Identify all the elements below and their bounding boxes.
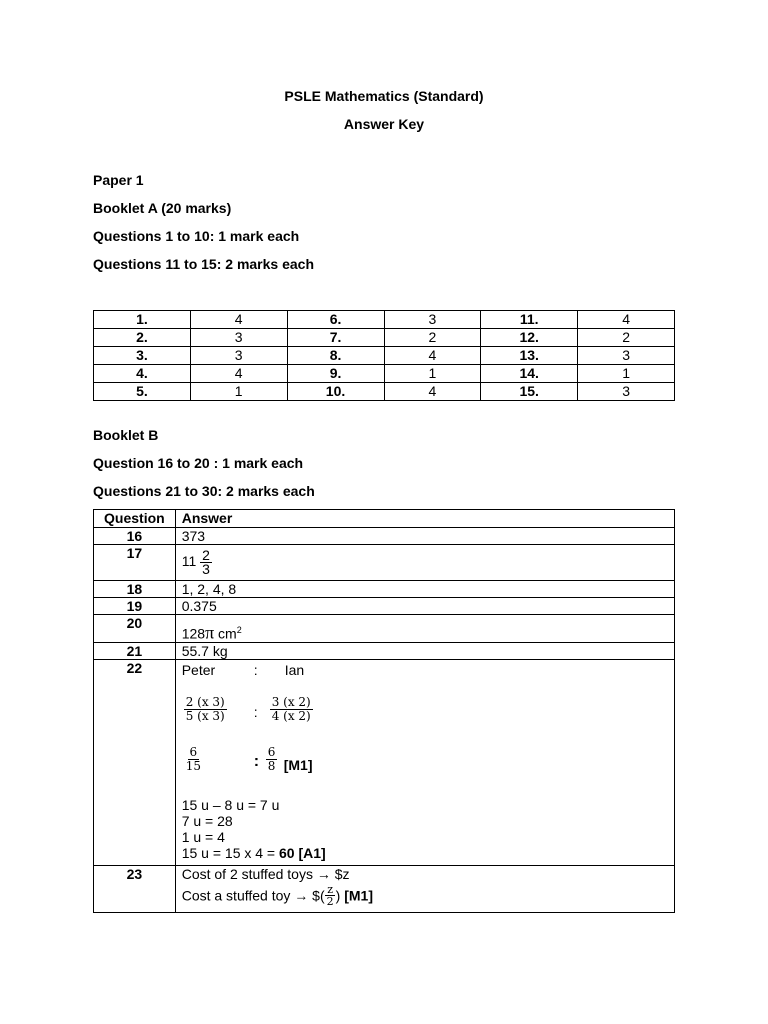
fraction-numerator: 2 bbox=[202, 547, 210, 563]
fraction-numerator: 2 (x 3) bbox=[185, 695, 225, 709]
question-number: 4. bbox=[94, 365, 191, 383]
paper1-heading: Paper 1 bbox=[93, 172, 144, 188]
answer-value: 2 bbox=[578, 329, 675, 347]
fraction-numerator: 6 bbox=[189, 745, 198, 759]
fraction-peter-converted bbox=[184, 696, 227, 723]
question-number: 16 bbox=[94, 528, 176, 545]
question-number: 1. bbox=[94, 311, 191, 329]
table-row bbox=[94, 311, 675, 329]
booklet-b-heading: Booklet B bbox=[93, 427, 159, 443]
answer-cell: 373 bbox=[175, 528, 674, 545]
working-line: 7 u = 28 bbox=[181, 813, 233, 829]
fraction-numerator: 3 (x 2) bbox=[271, 695, 311, 709]
answer-value: 2 bbox=[384, 329, 481, 347]
fraction bbox=[200, 549, 212, 576]
arrow-icon: → bbox=[294, 887, 309, 904]
answer-value: 3 bbox=[384, 311, 481, 329]
working-text: $( bbox=[308, 887, 325, 904]
fraction-peter-equivalent bbox=[184, 746, 203, 773]
answer-value: 4 bbox=[578, 311, 675, 329]
question-number: 15. bbox=[481, 383, 578, 401]
question-number: 2. bbox=[94, 329, 191, 347]
fraction-denominator: 5 (x 3) bbox=[185, 709, 225, 723]
table-row bbox=[94, 545, 675, 581]
question-number: 3. bbox=[94, 347, 191, 365]
question-number: 22 bbox=[94, 660, 176, 866]
working-line bbox=[182, 866, 350, 882]
ratio-colon: : bbox=[253, 662, 258, 678]
answer-coefficient: 128 bbox=[181, 625, 206, 642]
fraction-denominator: 2 bbox=[326, 895, 334, 908]
fraction-numerator: z bbox=[327, 883, 334, 896]
question-number: 11. bbox=[481, 311, 578, 329]
table-row bbox=[94, 581, 675, 598]
answer-value: 4 bbox=[190, 365, 287, 383]
question-number: 6. bbox=[287, 311, 384, 329]
question-number: 20 bbox=[94, 615, 176, 643]
fraction bbox=[325, 884, 336, 907]
table-row bbox=[94, 365, 675, 383]
table-row bbox=[94, 615, 675, 643]
ratio-label-peter: Peter bbox=[181, 662, 216, 678]
answer-unit: cm bbox=[214, 625, 237, 642]
fraction-denominator: 15 bbox=[185, 759, 201, 773]
answer-value: 3 bbox=[578, 347, 675, 365]
question-number: 21 bbox=[94, 643, 176, 660]
pi-symbol: π bbox=[205, 622, 215, 643]
answer-value: 3 bbox=[190, 329, 287, 347]
working-text: 15 u = 15 x 4 = bbox=[181, 845, 279, 861]
answer-cell bbox=[175, 545, 674, 581]
answer-cell: 1, 2, 4, 8 bbox=[175, 581, 674, 598]
page-title: PSLE Mathematics (Standard) bbox=[284, 88, 484, 104]
question-number: 12. bbox=[481, 329, 578, 347]
working-text: Cost a stuffed toy bbox=[181, 887, 295, 904]
table-row bbox=[94, 347, 675, 365]
answer-column-header: Answer bbox=[175, 510, 674, 528]
fraction-numerator: 6 bbox=[267, 745, 276, 759]
working-text: $z bbox=[330, 866, 350, 882]
table-header-row bbox=[94, 510, 675, 528]
answer-value: 4 bbox=[384, 383, 481, 401]
table-row bbox=[94, 866, 675, 913]
mixed-number-whole: 11 bbox=[181, 553, 197, 570]
working-line: 15 u – 8 u = 7 u bbox=[181, 797, 280, 813]
ratio-label-ian: Ian bbox=[284, 662, 305, 678]
final-answer-mark: 60 [A1] bbox=[279, 845, 326, 861]
answer-value: 4 bbox=[384, 347, 481, 365]
table-row bbox=[94, 528, 675, 545]
answer-value: 1 bbox=[384, 365, 481, 383]
question-number: 17 bbox=[94, 545, 176, 581]
answer-value: 4 bbox=[190, 311, 287, 329]
answer-value: 3 bbox=[578, 383, 675, 401]
method-mark: [M1] bbox=[344, 887, 373, 904]
answer-cell: 55.7 kg bbox=[175, 643, 674, 660]
answer-cell: 0.375 bbox=[175, 598, 674, 615]
ratio-colon: : bbox=[253, 753, 260, 770]
fraction-denominator: 3 bbox=[202, 561, 210, 577]
answer-value: 3 bbox=[190, 347, 287, 365]
fraction-ian-converted bbox=[270, 696, 313, 723]
unit-exponent: 2 bbox=[236, 625, 242, 635]
question-number: 10. bbox=[287, 383, 384, 401]
page-subtitle: Answer Key bbox=[343, 116, 425, 132]
fraction-denominator: 8 bbox=[267, 759, 276, 773]
question-number: 23 bbox=[94, 866, 176, 913]
fraction-ian-equivalent bbox=[266, 746, 278, 773]
working-line: 1 u = 4 bbox=[181, 829, 225, 845]
working-text: Cost of 2 stuffed toys bbox=[181, 866, 317, 882]
booklet-b-marks-1: Question 16 to 20 : 1 mark each bbox=[93, 455, 304, 471]
booklet-a-heading: Booklet A (20 marks) bbox=[93, 200, 232, 216]
table-row bbox=[94, 660, 675, 866]
booklet-b-marks-2: Questions 21 to 30: 2 marks each bbox=[93, 483, 315, 499]
booklet-a-marks-2: Questions 11 to 15: 2 marks each bbox=[93, 256, 314, 272]
question-number: 7. bbox=[287, 329, 384, 347]
arrow-icon: → bbox=[316, 866, 331, 882]
question-column-header: Question bbox=[94, 510, 176, 528]
question-number: 13. bbox=[481, 347, 578, 365]
booklet-a-marks-1: Questions 1 to 10: 1 mark each bbox=[93, 228, 300, 244]
ratio-colon: : bbox=[253, 704, 258, 720]
working-text: ) bbox=[335, 887, 345, 904]
answer-value: 1 bbox=[578, 365, 675, 383]
question-number: 8. bbox=[287, 347, 384, 365]
answer-value: 1 bbox=[190, 383, 287, 401]
table-row bbox=[94, 598, 675, 615]
answer-cell bbox=[175, 660, 674, 866]
question-number: 14. bbox=[481, 365, 578, 383]
working-line bbox=[182, 845, 326, 861]
table-row bbox=[94, 329, 675, 347]
table-row bbox=[94, 383, 675, 401]
answer-cell bbox=[175, 866, 674, 913]
answer-cell bbox=[175, 615, 674, 643]
question-number: 19 bbox=[94, 598, 176, 615]
question-number: 5. bbox=[94, 383, 191, 401]
booklet-b-answer-table bbox=[93, 509, 675, 913]
table-row bbox=[94, 643, 675, 660]
question-number: 18 bbox=[94, 581, 176, 598]
working-line bbox=[182, 884, 373, 907]
method-mark: [M1] bbox=[283, 757, 313, 773]
fraction-denominator: 4 (x 2) bbox=[271, 709, 311, 723]
mcq-answer-table bbox=[93, 310, 675, 401]
question-number: 9. bbox=[287, 365, 384, 383]
